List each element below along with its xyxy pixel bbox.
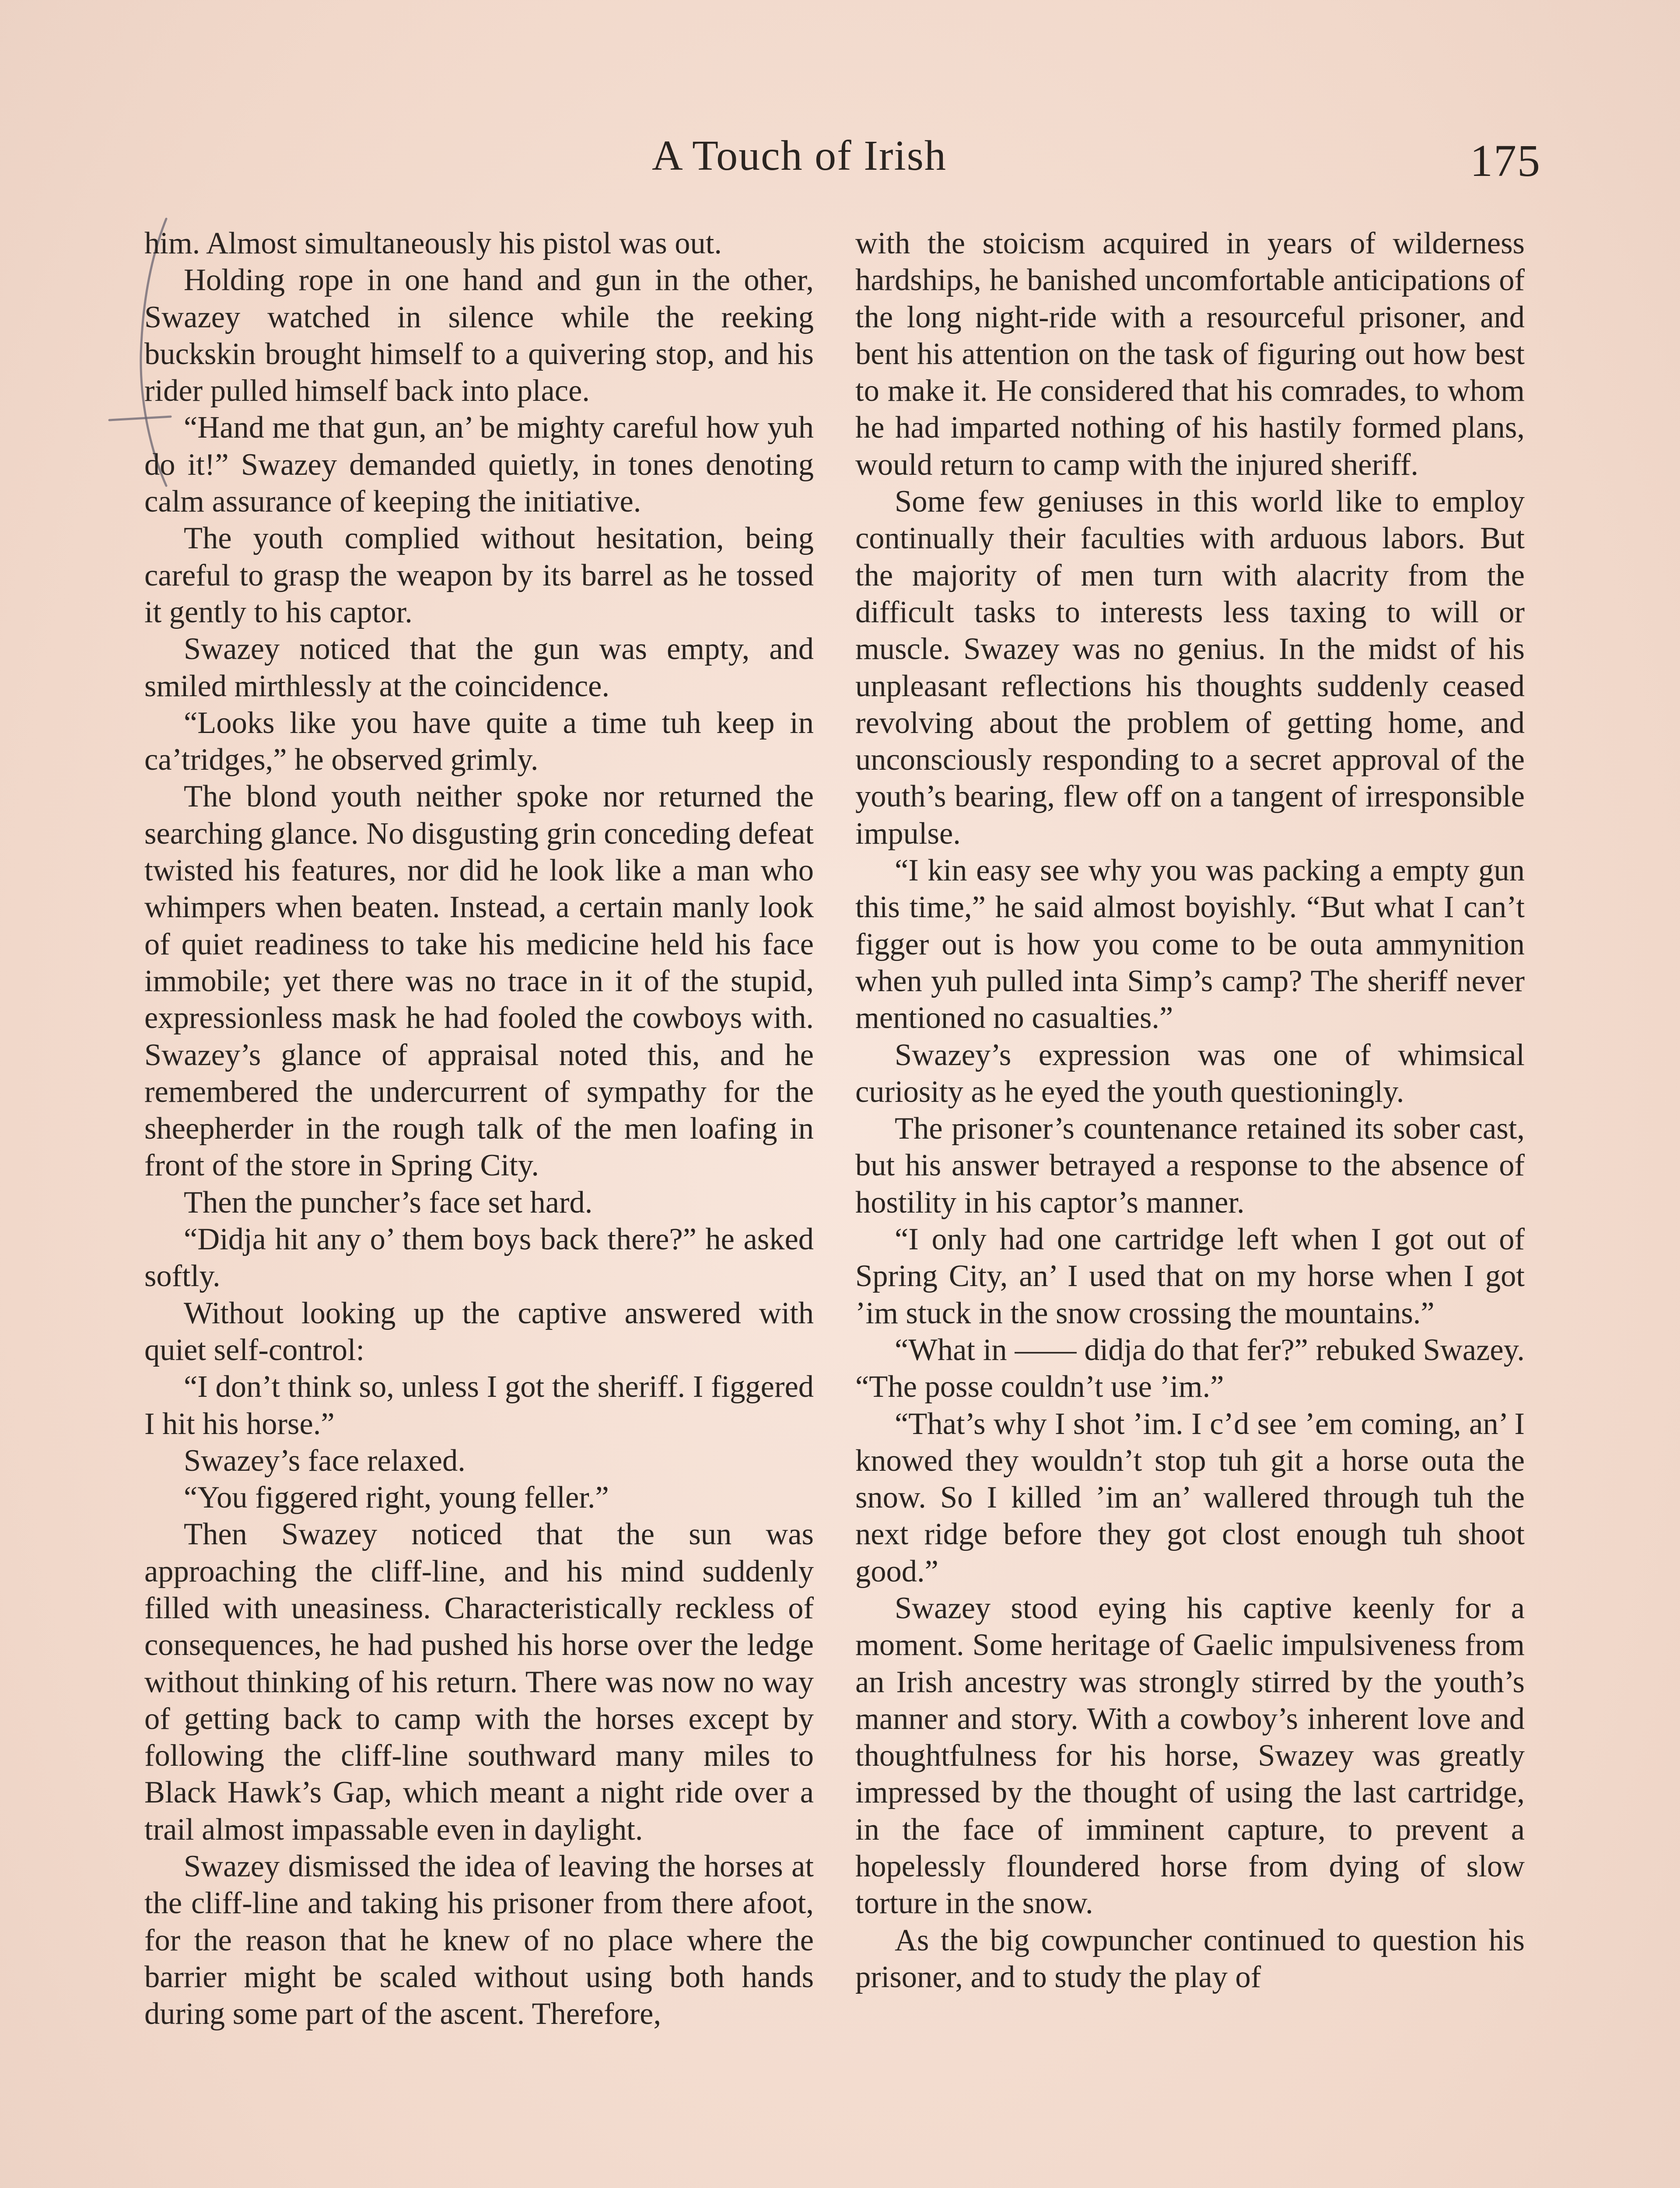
paragraph: Some few geniuses in this world like to employ continually their faculties with arduous labors. But the majority of men turn with alacrity from the difficult tasks to interests less taxing to will or muscle. Swazey was no genius. In the midst of his unpleasant reflections his thoughts suddenly ceased revolving about the problem of getting home, and unconsciously responding to a secret approval of the youth’s bearing, flew off on a tangent of irresponsible impulse. [855, 484, 1525, 851]
paragraph: “You figgered right, young feller.” [184, 1480, 609, 1515]
right-text-column [855, 225, 1525, 2188]
paragraph: Without looking up the captive answered with quiet self-control: [144, 1296, 814, 1367]
paragraph: Swazey stood eying his captive keenly for a moment. Some heritage of Gaelic impulsiveness from an Irish ancestry was strongly stirred by the youth’s manner and story. With a cowboy’s inherent love and thoughtfulness for his horse, Swazey was greatly impressed by the thought of using the last cartridge, in the face of imminent capture, to prevent a hopelessly floundered horse from dying of slow torture in the snow. [855, 1591, 1525, 1921]
page-header [0, 131, 1680, 184]
paragraph: Then the puncher’s face set hard. [184, 1185, 593, 1220]
paragraph: “Hand me that gun, an’ be mighty careful how yuh do it!” Swazey demanded quietly, in tones denoting calm assurance of keeping the initiative. [144, 410, 814, 519]
paragraph: The youth complied without hesitation, being careful to grasp the weapon by its barrel as he tossed it gently to his captor. [144, 521, 814, 629]
paragraph: “I don’t think so, unless I got the sheriff. I figgered I hit his horse.” [144, 1370, 814, 1441]
paragraph: “I only had one cartridge left when I got out of Spring City, an’ I used that on my horse when I got ’im stuck in the snow crossing the mountains.” [855, 1222, 1525, 1330]
paragraph: “Looks like you have quite a time tuh keep in ca’tridges,” he observed grimly. [144, 705, 814, 777]
paragraph: Swazey dismissed the idea of leaving the horses at the cliff-line and taking his prisoner from there afoot, for the reason that he knew of no place where the barrier might be scaled without using both hands during some part of the ascent. Therefore, [144, 1849, 814, 2031]
paragraph: “That’s why I shot ’im. I c’d see ’em coming, an’ I knowed they wouldn’t stop tuh git a horse outa the snow. So I killed ’im an’ wallered through tuh the next ridge before they got clost enough tuh shoot good.” [855, 1406, 1525, 1588]
paragraph: “What in —— didja do that fer?” rebuked Swazey. “The posse couldn’t use ’im.” [855, 1332, 1525, 1404]
paragraph: Swazey’s expression was one of whimsical curiosity as he eyed the youth questioningly. [855, 1038, 1525, 1109]
paragraph: The blond youth neither spoke nor returned the searching glance. No disgusting grin conceding defeat twisted his features, nor did he look like a man who whimpers when beaten. Instead, a certain manly look of quiet readiness to take his medicine held his face immobile; yet there was no trace in it of the stupid, expressionless mask he had fooled the cowboys with. Swazey’s glance of appraisal noted this, and he remembered the undercurrent of sympathy for the sheepherder in the rough talk of the men loafing in front of the store in Spring City. [144, 779, 814, 1183]
left-text-column [144, 225, 814, 2188]
paragraph: Swazey’s face relaxed. [184, 1443, 466, 1478]
page-number: 175 [1470, 136, 1541, 186]
paragraph: Swazey noticed that the gun was empty, and smiled mirthlessly at the coincidence. [144, 632, 814, 703]
paragraph: him. Almost simultaneously his pistol was out. [144, 226, 722, 260]
paragraph: with the stoicism acquired in years of wilderness hardships, he banished uncomfortable anticipations of the long night-ride with a resourceful prisoner, and bent his attention on the task of figuring out how best to make it. He considered that his comrades, to whom he had imparted nothing of his hastily formed plans, would return to camp with the injured sheriff. [855, 226, 1525, 482]
paragraph: “Didja hit any o’ them boys back there?” he asked softly. [144, 1222, 814, 1294]
paragraph: The prisoner’s countenance retained its sober cast, but his answer betrayed a response to the absence of hostility in his captor’s manner. [855, 1112, 1525, 1220]
paragraph: “I kin easy see why you was packing a empty gun this time,” he said almost boyishly. “But what I can’t figger out is how you come to be outa ammynition when yuh pulled inta Simp’s camp? The sheriff never mentioned no casualties.” [855, 853, 1525, 1035]
paragraph: Then Swazey noticed that the sun was approaching the cliff-line, and his mind suddenly filled with uneasiness. Characteristically reckless of consequences, he had pushed his horse over the ledge without thinking of his return. There was now no way of getting back to camp with the horses except by following the cliff-line southward many miles to Black Hawk’s Gap, which meant a night ride over a trail almost impassable even in daylight. [144, 1517, 814, 1847]
paragraph: As the big cowpuncher continued to question his prisoner, and to study the play of [855, 1923, 1525, 1994]
running-title: A Touch of Irish [652, 132, 947, 179]
paragraph: Holding rope in one hand and gun in the other, Swazey watched in silence while the reeking buckskin brought himself to a quivering stop, and his rider pulled himself back into place. [144, 263, 814, 408]
